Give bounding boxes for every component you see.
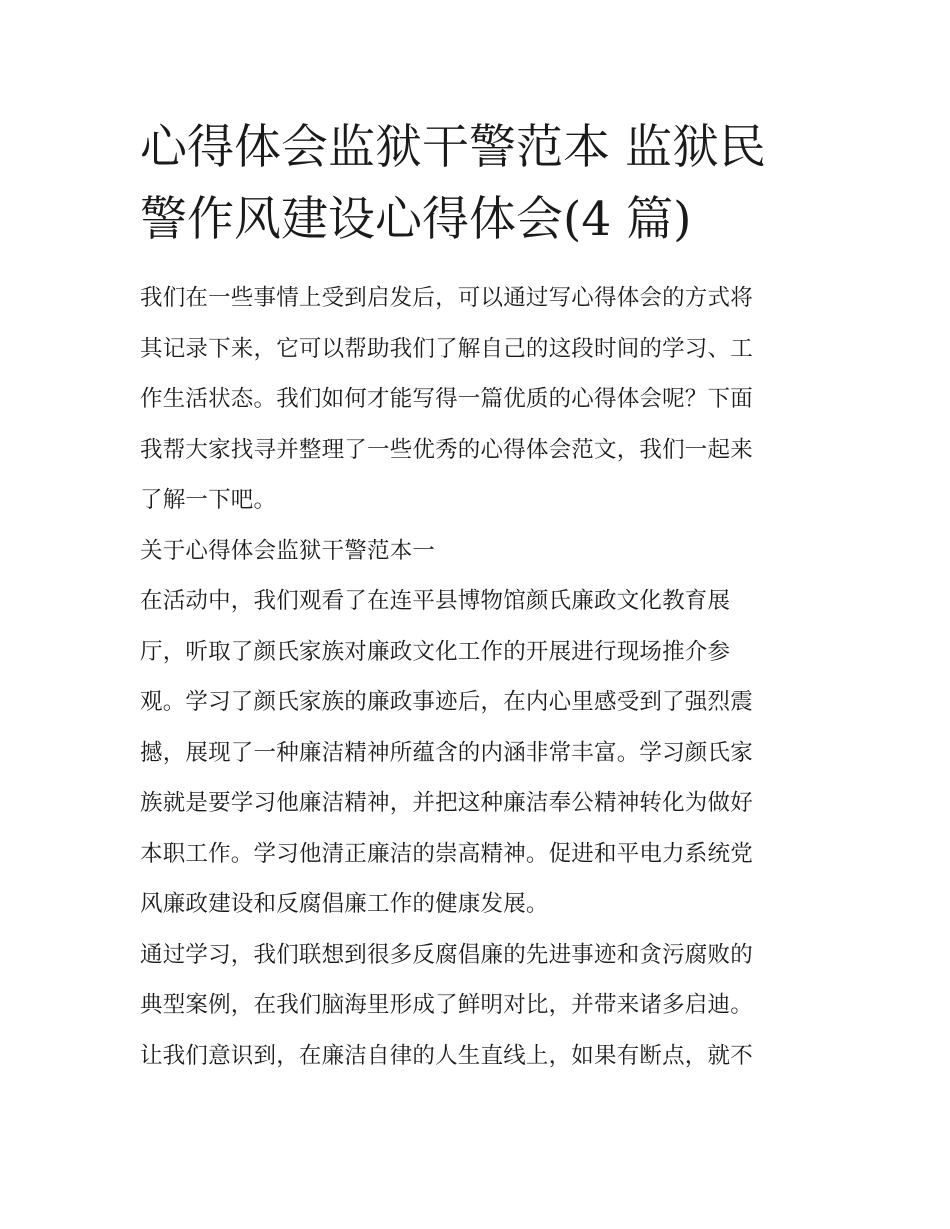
section-heading: 关于心得体会监狱干警范本一: [140, 537, 436, 564]
body-line: 厅，听取了颜氏家族对廉政文化工作的开展进行现场推介参: [140, 638, 731, 665]
body-line: 典型案例，在我们脑海里形成了鲜明对比，并带来诸多启迪。: [140, 992, 753, 1018]
body-line: 了解一下吧。: [140, 487, 277, 513]
body-line: 我们在一些事情上受到启发后，可以通过写心得体会的方式将: [140, 285, 753, 311]
document-page: [140, 112, 815, 1081]
body-line: 我帮大家找寻并整理了一些优秀的心得体会范文，我们一起来: [140, 436, 753, 463]
body-line: 风廉政建设和反腐倡廉工作的健康发展。: [140, 891, 549, 917]
title-line-1: 心得体会监狱干警范本 监狱民: [140, 120, 766, 175]
body-line: 族就是要学习他廉洁精神，并把这种廉洁奉公精神转化为做好: [140, 790, 753, 816]
body-line: 本职工作。学习他清正廉洁的崇高精神。促进和平电力系统党: [140, 840, 753, 867]
body-line: 通过学习，我们联想到很多反腐倡廉的先进事迹和贪污腐败的: [140, 941, 753, 968]
body-line: 作生活状态。我们如何才能写得一篇优质的心得体会呢？下面: [140, 386, 753, 412]
body-line: 观。学习了颜氏家族的廉政事迹后，在内心里感受到了强烈震: [140, 689, 753, 715]
document-body: [140, 273, 815, 1081]
body-line: 让我们意识到，在廉洁自律的人生直线上，如果有断点，就不: [140, 1042, 753, 1069]
title-line-2: 警作风建设心得体会(4 篇): [140, 192, 692, 247]
body-line: 其记录下来，它可以帮助我们了解自己的这段时间的学习、工: [140, 335, 753, 362]
body-line: 在活动中，我们观看了在连平县博物馆颜氏廉政文化教育展: [140, 588, 731, 614]
body-line: 撼，展现了一种廉洁精神所蕴含的内涵非常丰富。学习颜氏家: [140, 739, 753, 766]
document-title: [140, 112, 815, 256]
